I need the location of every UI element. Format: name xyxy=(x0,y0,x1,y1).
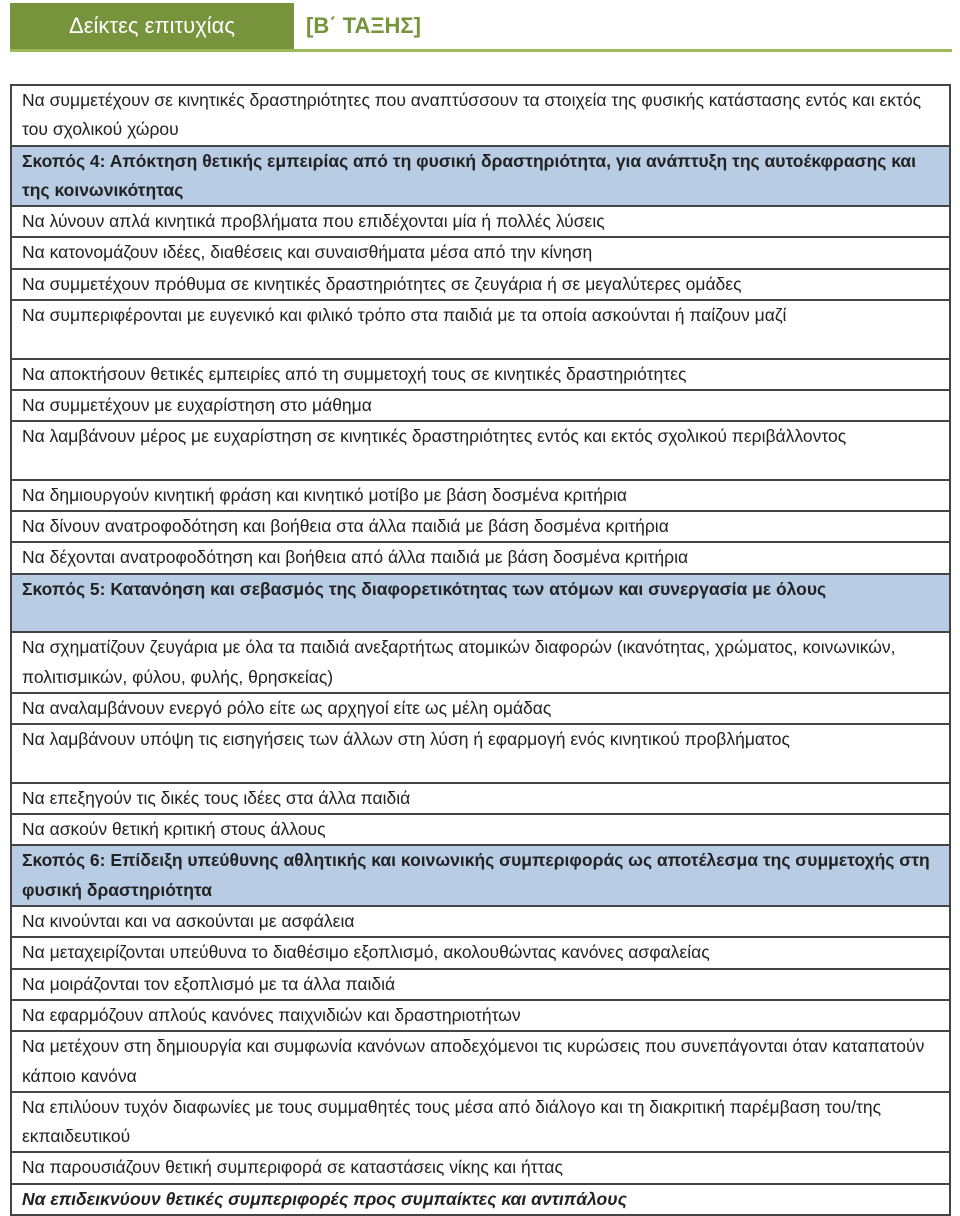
indicator-cell: Να δημιουργούν κινητική φράση και κινητικό μοτίβο με βάση δοσμένα κριτήρια xyxy=(11,480,950,511)
indicator-cell: Να κατονομάζουν ιδέες, διαθέσεις και συναισθήματα μέσα από την κίνηση xyxy=(11,237,950,268)
indicator-cell: Να επεξηγούν τις δικές τους ιδέες στα άλλα παιδιά xyxy=(11,783,950,814)
table-row xyxy=(11,1152,950,1183)
table-row xyxy=(11,937,950,968)
goal-row xyxy=(11,845,950,906)
section-title: Δείκτες επιτυχίας xyxy=(10,3,294,49)
grade-label: [Β΄ ΤΑΞΗΣ] xyxy=(306,13,421,38)
success-indicators-table xyxy=(10,84,951,1216)
indicator-cell: Να αναλαμβάνουν ενεργό ρόλο είτε ως αρχηγοί είτε ως μέλη ομάδας xyxy=(11,693,950,724)
page-header xyxy=(0,0,960,52)
goal-cell: Σκοπός 5: Κατανόηση και σεβασμός της διαφορετικότητας των ατόμων και συνεργασία με όλους xyxy=(11,574,950,633)
indicator-cell: Να αποκτήσουν θετικές εμπειρίες από τη συμμετοχή τους σε κινητικές δραστηριότητες xyxy=(11,359,950,390)
table-row xyxy=(11,724,950,783)
goal-row xyxy=(11,574,950,633)
table-row xyxy=(11,693,950,724)
table-row xyxy=(11,511,950,542)
table-row xyxy=(11,906,950,937)
indicator-cell: Να επιδεικνύουν θετικές συμπεριφορές προς συμπαίκτες και αντιπάλους xyxy=(11,1184,950,1215)
table-row xyxy=(11,1184,950,1215)
indicator-cell: Να δέχονται ανατροφοδότηση και βοήθεια από άλλα παιδιά με βάση δοσμένα κριτήρια xyxy=(11,542,950,573)
indicator-cell: Να συμπεριφέρονται με ευγενικό και φιλικό τρόπο στα παιδιά με τα οποία ασκούνται ή παίζουν μαζί xyxy=(11,300,950,359)
table-row xyxy=(11,206,950,237)
table-row xyxy=(11,480,950,511)
table-row xyxy=(11,269,950,300)
table-row xyxy=(11,359,950,390)
table-row xyxy=(11,237,950,268)
indicator-cell: Να λαμβάνουν υπόψη τις εισηγήσεις των άλλων στη λύση ή εφαρμογή ενός κινητικού προβλήματος xyxy=(11,724,950,783)
indicator-cell: Να δίνουν ανατροφοδότηση και βοήθεια στα άλλα παιδιά με βάση δοσμένα κριτήρια xyxy=(11,511,950,542)
goal-cell: Σκοπός 4: Απόκτηση θετικής εμπειρίας από τη φυσική δραστηριότητα, για ανάπτυξη της αυτοέκφρασης και της κοινωνικότητας xyxy=(11,146,950,207)
table-row xyxy=(11,632,950,693)
table-row xyxy=(11,300,950,359)
goal-cell: Σκοπός 6: Επίδειξη υπεύθυνης αθλητικής και κοινωνικής συμπεριφοράς ως αποτέλεσμα της συμμετοχής στη φυσική δραστηριότητα xyxy=(11,845,950,906)
indicator-cell: Να συμμετέχουν πρόθυμα σε κινητικές δραστηριότητες σε ζευγάρια ή σε μεγαλύτερες ομάδες xyxy=(11,269,950,300)
indicator-cell: Να λύνουν απλά κινητικά προβλήματα που επιδέχονται μία ή πολλές λύσεις xyxy=(11,206,950,237)
indicator-cell: Να λαμβάνουν μέρος με ευχαρίστηση σε κινητικές δραστηριότητες εντός και εκτός σχολικού περιβάλλοντος xyxy=(11,421,950,480)
table-row xyxy=(11,814,950,845)
indicator-cell: Να μεταχειρίζονται υπεύθυνα το διαθέσιμο εξοπλισμό, ακολουθώντας κανόνες ασφαλείας xyxy=(11,937,950,968)
table-row xyxy=(11,85,950,146)
indicator-cell: Να επιλύουν τυχόν διαφωνίες με τους συμμαθητές τους μέσα από διάλογο και τη διακριτική παρέμβαση του/της εκπαιδευτικού xyxy=(11,1092,950,1153)
indicator-cell: Να σχηματίζουν ζευγάρια με όλα τα παιδιά ανεξαρτήτως ατομικών διαφορών (ικανότητας, χρώματος, κοινωνικών, πολιτισμικών, φύλου, φυλής, θρησκείας) xyxy=(11,632,950,693)
table-row xyxy=(11,1092,950,1153)
table-row xyxy=(11,542,950,573)
goal-row xyxy=(11,146,950,207)
table-row xyxy=(11,1031,950,1092)
indicator-cell: Να κινούνται και να ασκούνται με ασφάλεια xyxy=(11,906,950,937)
indicator-cell: Να μοιράζονται τον εξοπλισμό με τα άλλα παιδιά xyxy=(11,969,950,1000)
table-row xyxy=(11,969,950,1000)
table-row xyxy=(11,421,950,480)
table-row xyxy=(11,390,950,421)
table-row xyxy=(11,1000,950,1031)
indicator-cell: Να ασκούν θετική κριτική στους άλλους xyxy=(11,814,950,845)
indicator-cell: Να συμμετέχουν με ευχαρίστηση στο μάθημα xyxy=(11,390,950,421)
indicator-cell: Να παρουσιάζουν θετική συμπεριφορά σε καταστάσεις νίκης και ήττας xyxy=(11,1152,950,1183)
indicator-cell: Να εφαρμόζουν απλούς κανόνες παιχνιδιών και δραστηριοτήτων xyxy=(11,1000,950,1031)
indicator-cell: Να συμμετέχουν σε κινητικές δραστηριότητες που αναπτύσσουν τα στοιχεία της φυσικής κατάστασης εντός και εκτός του σχολικού χώρου xyxy=(11,85,950,146)
header-rule xyxy=(10,49,952,52)
indicator-cell: Να μετέχουν στη δημιουργία και συμφωνία κανόνων αποδεχόμενοι τις κυρώσεις που συνεπάγονται όταν καταπατούν κάποιο κανόνα xyxy=(11,1031,950,1092)
table-row xyxy=(11,783,950,814)
